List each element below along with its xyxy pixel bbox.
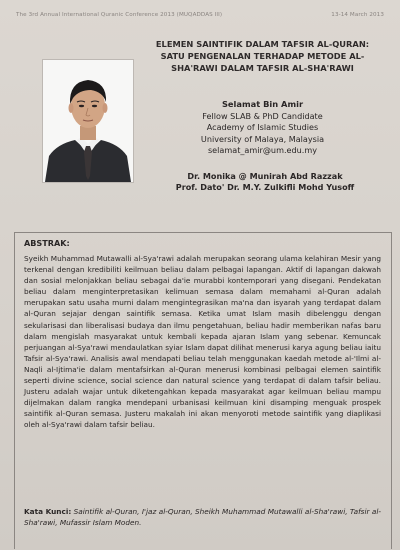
conference-date: 13-14 March 2013 xyxy=(331,12,384,18)
keywords-label: Kata Kunci: xyxy=(24,507,72,516)
author-email[interactable]: selamat_amir@um.edu.my xyxy=(207,144,318,155)
title-line-3: SHA'RAWI DALAM TAFSIR AL-SHA'RAWI xyxy=(171,63,354,73)
title-line-2: SATU PENGENALAN TERHADAP METODE AL- xyxy=(160,51,365,61)
author-position: Fellow SLAB & PhD Candidate xyxy=(202,111,323,122)
coauthor-2: Prof. Dato' Dr. M.Y. Zulkifli Mohd Yusoff xyxy=(175,182,355,192)
author-university: University of Malaya, Malaysia xyxy=(200,133,325,144)
abstract-heading: ABSTRAK: xyxy=(24,238,70,248)
paper-title xyxy=(150,38,375,74)
running-header xyxy=(16,12,384,18)
keywords-paragraph xyxy=(24,506,381,528)
author-academy: Academy of Islamic Studies xyxy=(206,122,319,133)
keywords-text: Saintifik al-Quran, I'jaz al-Quran, Sheikh Muhammad Mutawalli al-Sha'rawi, Tafsir al-Sha'rawi, Mufassir Islam Moden. xyxy=(24,507,381,527)
author-portrait-image xyxy=(43,60,133,182)
title-line-1: ELEMEN SAINTIFIK DALAM TAFSIR AL-QURAN: xyxy=(155,39,370,49)
author-photo xyxy=(42,59,134,183)
author-affiliation xyxy=(150,99,375,156)
conference-name: The 3rd Annual International Quranic Conference 2013 (MUQADDAS III) xyxy=(16,12,223,18)
abstract-body: Syeikh Muhammad Mutawalli al-Sya'rawi adalah merupakan seorang ulama kelahiran Mesir yang terkenal dengan kredibiliti keilmuan beliau dalam pelbagai lapangan. Aktif di lapangan dakwah dan sosial melonjakkan beliau sebagai da'ie murabbi kontemporari yang disegani. Pendekatan beliau dalam menginterpretasikan kelimuan semasa dalam memahami al-Quran adalah merupakan satu usaha murni dalam mengintegrasikan ma'na dan isyarah yang terdapat dalam al-Quran sejajar dengan saintifik semasa. Ketika umat Islam masih dibelenggu dengan sekularisasi dan liberalisasi budaya dan ilmu pengetahuan, beliau hadir memberikan nafas baru dalam mengislah masyarakat untuk kembali kepada ajaran Islam yang sebenar. Kemuncak perjuangan al-Sya'rawi mendaulatkan syiar Islam dapat dilihat menerusi karya agung beliau iaitu Tafsir al-Sya'rawi. Analisis awal mendapati beliau telah menggunakan kaedah metode al-'Ilmi al-Naqli al-Ijtima'ie dalam mentafsirkan al-Quran menerusi kombinasi pelbagai elemen saintifik seperti divine science, social science dan natural science yang terdapat di dalam tafsir beliau. Justeru adalah wajar untuk diketengahkan kepada masyarakat agar keilmuan beliau mampu dijelmakan dalam rangka mendepani urbanisasi keilmuan kini disamping menguak prospek saintifik al-Quran semasa. Justeru makalah ini akan menyoroti metode saintifik yang diaplikasi oleh al-Sya'rawi dalam tafsir beliau. xyxy=(24,254,381,430)
coauthor-1: Dr. Monika @ Munirah Abd Razzak xyxy=(187,171,343,181)
author-name: Selamat Bin Amir xyxy=(221,99,304,109)
coauthor-list xyxy=(150,171,380,193)
